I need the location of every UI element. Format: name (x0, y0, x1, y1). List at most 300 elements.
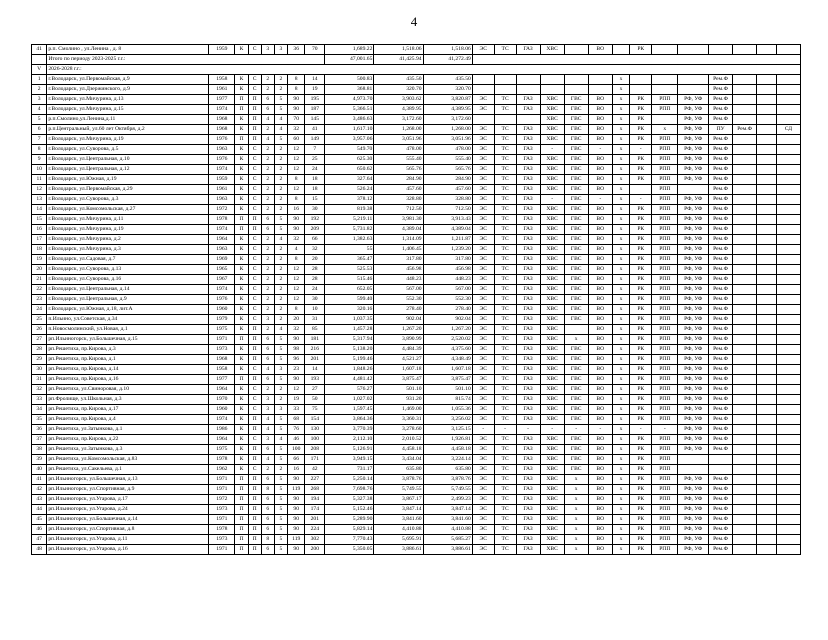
table-cell: рп.Решетиха, ул.Комсомольская, д.83 (47, 455, 209, 465)
table-cell: 2 (261, 255, 274, 265)
total-value-3: 41,272.49 (423, 55, 472, 65)
table-cell: 7,698.76 (325, 485, 374, 495)
table-cell: К (235, 255, 248, 265)
table-cell (757, 255, 777, 265)
table-cell: 712.50 (374, 205, 423, 215)
table-cell: 5 (274, 445, 287, 455)
table-cell: РФ, УФ (678, 195, 709, 205)
table-cell: 174 (305, 505, 325, 515)
table-cell: РПП (652, 375, 678, 385)
table-cell (733, 525, 757, 535)
table-cell: 8 (261, 535, 274, 545)
table-cell: РК (630, 205, 652, 215)
table-cell: 902.04 (374, 315, 423, 325)
table-cell: 15 (305, 195, 325, 205)
section-label: 2026-2028 г.г.: (47, 65, 801, 75)
table-cell: 25 (32, 315, 47, 325)
table-cell (733, 515, 757, 525)
housing-register-table (31, 44, 801, 555)
table-cell: 5 (274, 495, 287, 505)
table-cell (733, 265, 757, 275)
table-cell: П (248, 105, 261, 115)
table-cell: 1,597.45 (325, 405, 374, 415)
table-cell (652, 115, 678, 125)
table-cell: 5,138.20 (325, 345, 374, 355)
table-cell: РПП (652, 445, 678, 455)
table-cell: 15 (32, 215, 47, 225)
table-cell: ТС (494, 505, 516, 515)
table-cell: П (248, 545, 261, 555)
table-cell: РПП (652, 435, 678, 445)
table-cell: С (248, 305, 261, 315)
table-cell: 365.47 (325, 255, 374, 265)
table-row (32, 335, 801, 345)
table-cell: ХВС (540, 365, 564, 375)
table-row (32, 525, 801, 535)
table-cell: 1959 (209, 45, 235, 55)
table-row (32, 105, 801, 115)
table-cell: К (235, 285, 248, 295)
table-cell: ТС (494, 345, 516, 355)
table-cell (733, 205, 757, 215)
table-cell: РФ, УФ (678, 175, 709, 185)
table-cell: ЭС (472, 325, 494, 335)
table-cell: ВО (588, 155, 612, 165)
table-row (32, 235, 801, 245)
table-cell: ТС (494, 465, 516, 475)
table-cell: 635.80 (423, 465, 472, 475)
table-cell: 3,051.96 (423, 135, 472, 145)
table-cell: 119 (287, 485, 305, 495)
table-cell: С (248, 465, 261, 475)
table-cell: 32 (305, 245, 325, 255)
table-cell: ЭС (472, 515, 494, 525)
table-cell: х (612, 405, 630, 415)
table-cell: х (612, 235, 630, 245)
table-cell: РК (630, 395, 652, 405)
table-cell: РФ, УФ (678, 145, 709, 155)
table-cell: ЭС (472, 155, 494, 165)
table-cell: 3,051.96 (374, 135, 423, 145)
table-cell: РК (630, 345, 652, 355)
table-cell (776, 155, 800, 165)
table-cell: ГВС (564, 105, 588, 115)
table-cell (757, 385, 777, 395)
table-cell: РПП (652, 495, 678, 505)
table-cell: П (248, 215, 261, 225)
table-cell: 3,886.61 (374, 545, 423, 555)
table-cell: ВО (588, 375, 612, 385)
table-cell: 3 (261, 395, 274, 405)
table-cell: 4,458.18 (374, 445, 423, 455)
table-cell (757, 285, 777, 295)
table-cell: ХВС (540, 335, 564, 345)
table-cell: ВО (588, 205, 612, 215)
table-cell: ГАЗ (516, 225, 540, 235)
table-cell (564, 75, 588, 85)
table-cell: 378.12 (325, 195, 374, 205)
table-cell: ГАЗ (516, 175, 540, 185)
table-cell (757, 425, 777, 435)
table-cell: ХВС (540, 415, 564, 425)
table-cell: ЭС (472, 475, 494, 485)
table-cell: 200 (305, 545, 325, 555)
table-cell (733, 45, 757, 55)
table-cell (757, 195, 777, 205)
table-cell: ХВС (540, 535, 564, 545)
table-cell (564, 85, 588, 95)
table-cell: 2 (274, 165, 287, 175)
table-cell (733, 405, 757, 415)
table-cell: ЭС (472, 265, 494, 275)
table-cell: 555.40 (374, 155, 423, 165)
table-cell: ГВС (564, 405, 588, 415)
table-cell (733, 395, 757, 405)
table-cell: 1971 (209, 545, 235, 555)
table-cell: 75 (305, 405, 325, 415)
table-cell: 1964 (209, 385, 235, 395)
table-cell: 327.64 (325, 175, 374, 185)
table-cell: РПП (652, 245, 678, 255)
table-cell: Рем.Ф (709, 445, 733, 455)
table-cell: ГАЗ (516, 125, 540, 135)
table-cell: 5 (274, 475, 287, 485)
table-cell: 1976 (209, 295, 235, 305)
table-cell: 5 (274, 415, 287, 425)
table-cell: 5,126.91 (325, 445, 374, 455)
table-cell: Рем.Ф (709, 115, 733, 125)
table-cell: 4 (274, 235, 287, 245)
table-cell (733, 495, 757, 505)
table-cell: 6 (261, 95, 274, 105)
table-cell: ТС (494, 495, 516, 505)
table-cell: х (612, 175, 630, 185)
table-row (32, 265, 801, 275)
table-cell (757, 475, 777, 485)
table-row (32, 505, 801, 515)
table-cell: ЭС (472, 215, 494, 225)
table-cell: 1971 (209, 485, 235, 495)
table-cell: 90 (287, 515, 305, 525)
table-cell: 4 (274, 435, 287, 445)
table-cell: РПП (652, 145, 678, 155)
table-cell (678, 85, 709, 95)
table-cell: - (494, 425, 516, 435)
table-cell: 90 (287, 525, 305, 535)
table-cell: 525.53 (325, 265, 374, 275)
table-cell: РПП (652, 455, 678, 465)
table-cell: 1978 (209, 525, 235, 535)
table-cell: РФ, УФ (678, 115, 709, 125)
table-cell: 1971 (209, 515, 235, 525)
table-cell: 3,847.14 (374, 505, 423, 515)
table-cell: 90 (287, 475, 305, 485)
table-cell: 7,770.43 (325, 535, 374, 545)
table-cell: 4 (274, 325, 287, 335)
table-cell: ГАЗ (516, 475, 540, 485)
table-cell: РПП (652, 225, 678, 235)
table-cell: ТС (494, 235, 516, 245)
table-cell (776, 505, 800, 515)
table-cell: х (612, 525, 630, 535)
table-cell: рп.Решетиха, пр.Кирова, д.17 (47, 405, 209, 415)
table-cell: ВО (588, 515, 612, 525)
table-cell: 2 (261, 275, 274, 285)
table-cell: 435.50 (423, 75, 472, 85)
table-cell: 2 (274, 285, 287, 295)
table-cell: К (235, 145, 248, 155)
table-cell: РФ, УФ (678, 425, 709, 435)
table-cell: Рем.Ф (709, 75, 733, 85)
table-cell: 2 (261, 85, 274, 95)
table-cell: Рем.Ф (709, 235, 733, 245)
table-cell: К (235, 115, 248, 125)
table-row (32, 495, 801, 505)
table-cell: С (248, 235, 261, 245)
table-cell: 4,410.88 (374, 525, 423, 535)
table-cell: ЭС (472, 285, 494, 295)
table-cell: 3,949.15 (325, 455, 374, 465)
table-cell: х (612, 275, 630, 285)
table-cell: г.Володарск, ул.Суворова, д.16 (47, 275, 209, 285)
table-cell: ХВС (540, 175, 564, 185)
table-cell: 599.40 (325, 295, 374, 305)
table-cell: ВО (588, 465, 612, 475)
table-cell: ЭС (472, 235, 494, 245)
table-cell: 652.05 (325, 285, 374, 295)
table-cell: ГВС (564, 295, 588, 305)
table-cell (678, 185, 709, 195)
table-cell: 3,903.62 (374, 95, 423, 105)
table-cell: х (612, 115, 630, 125)
table-cell: 6 (261, 375, 274, 385)
table-cell: Рем.Ф (709, 295, 733, 305)
table-cell (733, 455, 757, 465)
table-cell: 5,327.38 (325, 495, 374, 505)
table-cell: х (564, 485, 588, 495)
table-cell: х (612, 375, 630, 385)
table-cell: 3,841.60 (423, 515, 472, 525)
table-cell: 1965 (209, 265, 235, 275)
table-cell (776, 165, 800, 175)
table-cell: РПП (652, 255, 678, 265)
table-cell: 36 (32, 425, 47, 435)
table-cell: 6 (261, 545, 274, 555)
table-cell: ЭС (472, 165, 494, 175)
table-cell: ХВС (540, 405, 564, 415)
table-cell: РПП (652, 315, 678, 325)
table-cell: ГАЗ (516, 545, 540, 555)
table-cell: 2 (261, 245, 274, 255)
table-cell (733, 285, 757, 295)
table-cell: ВО (588, 245, 612, 255)
table-cell: 1,457.28 (325, 325, 374, 335)
table-cell: ХВС (540, 125, 564, 135)
table-cell: К (235, 195, 248, 205)
table-cell: Рем.Ф (709, 365, 733, 375)
table-row (32, 165, 801, 175)
table-row (32, 325, 801, 335)
table-cell: РФ, УФ (678, 315, 709, 325)
table-cell: Рем.Ф (709, 205, 733, 215)
table-cell (776, 545, 800, 555)
table-cell: С (248, 195, 261, 205)
table-cell (776, 495, 800, 505)
table-cell: РПП (652, 365, 678, 375)
table-cell: 1,268.00 (423, 125, 472, 135)
table-cell: г.Володарск, ул.Мичурина, д.11 (47, 215, 209, 225)
table-cell: рп.Ильиногорск, ул.Угарова, д.17 (47, 495, 209, 505)
table-cell: Рем.Ф (709, 525, 733, 535)
table-cell: К (235, 465, 248, 475)
table-cell: х (612, 125, 630, 135)
table-cell: 5,749.55 (374, 485, 423, 495)
table-cell (776, 325, 800, 335)
table-row (32, 365, 801, 375)
table-cell: 2 (261, 305, 274, 315)
table-cell: 10 (32, 165, 47, 175)
table-cell: 552.30 (423, 295, 472, 305)
table-cell: ХВС (540, 445, 564, 455)
table-cell: 16 (287, 465, 305, 475)
table-cell (494, 85, 516, 95)
table-cell: К (235, 425, 248, 435)
table-cell: 34 (32, 405, 47, 415)
table-cell: х (612, 205, 630, 215)
table-cell: ГАЗ (516, 465, 540, 475)
table-cell: К (235, 385, 248, 395)
table-cell: 3,864.36 (325, 415, 374, 425)
table-cell: ГАЗ (516, 95, 540, 105)
table-cell: ЭС (472, 485, 494, 495)
table-cell: РФ, УФ (678, 105, 709, 115)
table-row (32, 395, 801, 405)
table-cell: ТС (494, 245, 516, 255)
table-cell: х (612, 325, 630, 335)
table-cell (776, 85, 800, 95)
section-number: V (32, 65, 47, 75)
table-cell: 224 (305, 525, 325, 535)
table-cell: рп.Ильиногорск, ул.Спортивная, д.9 (47, 485, 209, 495)
table-cell: х (612, 155, 630, 165)
table-cell: 4 (261, 455, 274, 465)
table-cell: К (235, 355, 248, 365)
table-cell: ТС (494, 515, 516, 525)
table-cell: ГАЗ (516, 435, 540, 445)
table-cell: ГВС (564, 435, 588, 445)
table-cell: 2 (274, 205, 287, 215)
table-cell: 1974 (209, 105, 235, 115)
table-cell: ГАЗ (516, 185, 540, 195)
table-row (32, 185, 801, 195)
table-cell: 2 (261, 195, 274, 205)
table-cell: ГВС (564, 235, 588, 245)
table-cell: х (612, 485, 630, 495)
table-cell: ГВС (564, 275, 588, 285)
table-cell: Рем.Ф (709, 285, 733, 295)
table-cell: 4,375.60 (423, 345, 472, 355)
table-cell: ВО (588, 455, 612, 465)
table-cell: г.Володарск, ул.Мичурина, д.15 (47, 105, 209, 115)
table-cell: 8 (287, 85, 305, 95)
table-cell: ЭС (472, 525, 494, 535)
table-cell: РПП (652, 105, 678, 115)
table-row (32, 295, 801, 305)
table-cell: 1964 (209, 435, 235, 445)
table-cell: Рем.Ф (709, 395, 733, 405)
table-cell: 36 (287, 45, 305, 55)
table-cell: 2,499.23 (423, 495, 472, 505)
table-cell: 66 (305, 235, 325, 245)
table-cell: 565.76 (423, 165, 472, 175)
table-cell (757, 345, 777, 355)
table-cell: 5 (274, 545, 287, 555)
table-cell: ГАЗ (516, 535, 540, 545)
table-cell: ГАЗ (516, 325, 540, 335)
table-cell (757, 435, 777, 445)
table-cell: 100 (287, 445, 305, 455)
table-cell: ГВС (564, 355, 588, 365)
table-cell: С (248, 245, 261, 255)
table-cell: ГАЗ (516, 315, 540, 325)
table-cell: Рем.Ф (709, 225, 733, 235)
table-cell: х (564, 505, 588, 515)
table-cell: х (612, 395, 630, 405)
table-cell: Рем.Ф (709, 505, 733, 515)
table-cell: ВО (588, 305, 612, 315)
table-cell (588, 85, 612, 95)
table-cell (776, 335, 800, 345)
table-cell (733, 245, 757, 255)
table-cell: 576.27 (325, 385, 374, 395)
table-cell: ТС (494, 275, 516, 285)
table-cell: П (235, 475, 248, 485)
table-cell (776, 115, 800, 125)
table-cell: 2 (274, 395, 287, 405)
table-cell: 3 (261, 315, 274, 325)
table-cell: 12 (287, 275, 305, 285)
table-cell: 2,112.10 (325, 435, 374, 445)
table-cell: х (612, 515, 630, 525)
table-cell (757, 495, 777, 505)
table-cell: ТС (494, 145, 516, 155)
table-cell: г.Володарск, ул.Мичурина, д.13 (47, 95, 209, 105)
table-cell: х (564, 475, 588, 485)
table-cell: РФ, УФ (678, 225, 709, 235)
table-cell: ГАЗ (516, 455, 540, 465)
table-row (32, 535, 801, 545)
table-cell: 4 (274, 115, 287, 125)
table-cell: Рем.Ф (709, 425, 733, 435)
table-cell: 5 (274, 505, 287, 515)
table-cell: 16 (287, 205, 305, 215)
table-cell: ЭС (472, 375, 494, 385)
table-cell: рп.Ильиногорск, ул.Угарова, д.16 (47, 545, 209, 555)
table-cell: 368.81 (325, 85, 374, 95)
table-cell: Рем.Ф (709, 515, 733, 525)
table-cell: х (564, 525, 588, 535)
table-cell: 60 (287, 135, 305, 145)
table-cell: С (248, 185, 261, 195)
table-cell: х (612, 185, 630, 195)
table-cell (652, 45, 678, 55)
table-cell: 5 (274, 225, 287, 235)
table-cell: 2 (261, 465, 274, 475)
table-cell: ХВС (540, 155, 564, 165)
table-cell: х (564, 495, 588, 505)
table-cell: ТС (494, 395, 516, 405)
table-cell: ВО (588, 345, 612, 355)
